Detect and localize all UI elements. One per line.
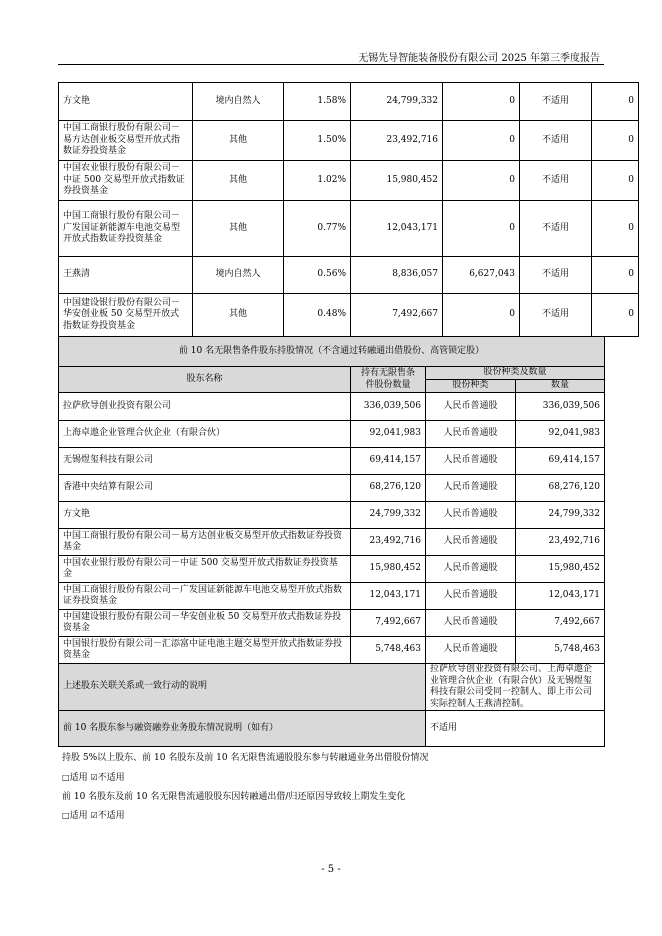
holder-limited: 0 — [443, 294, 520, 337]
holder-shares: 92,041,983 — [351, 421, 426, 448]
share-qty: 5,748,463 — [516, 637, 605, 664]
share-type: 人民币普通股 — [426, 637, 516, 664]
share-qty: 23,492,716 — [516, 529, 605, 556]
holder-limited: 6,627,043 — [443, 257, 520, 294]
table-row — [59, 294, 639, 337]
option-applicable-label: 适用 — [69, 773, 88, 783]
share-type: 人民币普通股 — [426, 475, 516, 502]
section-title-row — [59, 337, 605, 367]
note-line-1: 持股 5%以上股东、前 10 名股东及前 10 名无限售流通股股东参与转融通业务出借股份情况 — [62, 753, 429, 763]
table-row — [59, 393, 605, 421]
holder-limited: 0 — [443, 201, 520, 257]
holder-name: 中国工商银行股份有限公司－易方达创业板交易型开放式指数证券投资基金 — [59, 529, 351, 556]
top10-shareholders-table — [58, 82, 639, 337]
holder-name: 拉萨欣导创业投资有限公司 — [59, 393, 351, 421]
note-options-1 — [62, 770, 125, 783]
holder-shares: 69,414,157 — [351, 448, 426, 475]
holder-pct: 0.48% — [284, 294, 351, 337]
holder-name: 中国农业银行股份有限公司－中证 500 交易型开放式指数证券投资基金 — [59, 556, 351, 583]
col-header-shares: 持有无限售条件股份数量 — [351, 367, 426, 393]
holder-shares: 12,043,171 — [351, 201, 443, 257]
option-na-label: 不适用 — [97, 773, 125, 783]
holder-shares: 23,492,716 — [351, 529, 426, 556]
share-type: 人民币普通股 — [426, 393, 516, 421]
checkbox-empty-icon[interactable]: □ — [62, 811, 70, 820]
margin-text: 不适用 — [426, 711, 605, 747]
holder-name: 中国工商银行股份有限公司－广发国证新能源车电池交易型开放式指数证券投资基金 — [59, 201, 193, 257]
share-qty: 69,414,157 — [516, 448, 605, 475]
holder-shares: 24,799,332 — [351, 502, 426, 529]
share-qty: 336,039,506 — [516, 393, 605, 421]
holder-qty: 0 — [592, 121, 639, 161]
holder-shares: 15,980,452 — [351, 161, 443, 201]
holder-nature: 其他 — [193, 201, 284, 257]
note-options-2 — [62, 808, 125, 821]
col-header-qty: 数量 — [516, 380, 605, 393]
header-row — [59, 367, 605, 380]
col-header-name: 股东名称 — [59, 367, 351, 393]
holder-shares: 23,492,716 — [351, 121, 443, 161]
holder-qty: 0 — [592, 161, 639, 201]
holder-limited: 0 — [443, 161, 520, 201]
holder-shares: 15,980,452 — [351, 556, 426, 583]
share-type: 人民币普通股 — [426, 529, 516, 556]
section-title: 前 10 名无限售条件股东持股情况（不含通过转融通出借股份、高管锁定股） — [59, 337, 605, 367]
table-row — [59, 502, 605, 529]
table-row — [59, 556, 605, 583]
page-number: - 5 - — [321, 864, 341, 875]
holder-qty: 0 — [592, 201, 639, 257]
share-type: 人民币普通股 — [426, 556, 516, 583]
holder-limited: 0 — [443, 83, 520, 121]
share-qty: 15,980,452 — [516, 556, 605, 583]
holder-shares: 12,043,171 — [351, 583, 426, 610]
holder-pct: 1.02% — [284, 161, 351, 201]
margin-label: 前 10 名股东参与融资融券业务股东情况说明（如有） — [59, 711, 426, 747]
share-type: 人民币普通股 — [426, 583, 516, 610]
holder-name: 无锡煜玺科技有限公司 — [59, 448, 351, 475]
holder-qty: 0 — [592, 294, 639, 337]
header-rule — [58, 64, 604, 65]
holder-name: 中国工商银行股份有限公司－广发国证新能源车电池交易型开放式指数证券投资基金 — [59, 583, 351, 610]
table-row — [59, 529, 605, 556]
holder-name: 中国工商银行股份有限公司－易方达创业板交易型开放式指数证券投资基金 — [59, 121, 193, 161]
share-qty: 68,276,120 — [516, 475, 605, 502]
holder-nature: 境内自然人 — [193, 257, 284, 294]
table-row — [59, 257, 639, 294]
holder-name: 中国建设银行股份有限公司－华安创业板 50 交易型开放式指数证券投资基金 — [59, 610, 351, 637]
table-row — [59, 83, 639, 121]
holder-shares: 68,276,120 — [351, 475, 426, 502]
holder-shares: 7,492,667 — [351, 610, 426, 637]
share-qty: 7,492,667 — [516, 610, 605, 637]
holder-shares: 336,039,506 — [351, 393, 426, 421]
holder-status: 不适用 — [520, 161, 592, 201]
table-row — [59, 421, 605, 448]
share-type: 人民币普通股 — [426, 421, 516, 448]
holder-status: 不适用 — [520, 201, 592, 257]
holder-nature: 其他 — [193, 294, 284, 337]
holder-shares: 8,836,057 — [351, 257, 443, 294]
checkbox-empty-icon[interactable]: □ — [62, 773, 70, 782]
share-type: 人民币普通股 — [426, 502, 516, 529]
table-row — [59, 637, 605, 664]
holder-status: 不适用 — [520, 83, 592, 121]
table-row — [59, 583, 605, 610]
page-header: 无锡先导智能装备股份有限公司 2025 年第三季度报告 — [358, 53, 600, 64]
table-row — [59, 161, 639, 201]
holder-nature: 境内自然人 — [193, 83, 284, 121]
relation-text: 拉萨欣导创业投资有限公司、上海卓遨企业管理合伙企业（有限合伙）及无锡煜玺科技有限公司受同一控制人、即上市公司实际控制人王燕清控制。 — [426, 664, 605, 711]
holder-limited: 0 — [443, 121, 520, 161]
table-row — [59, 610, 605, 637]
note-line-2: 前 10 名股东及前 10 名无限售流通股股东因转融通出借/归还原因导致较上期发生变化 — [62, 792, 406, 802]
table-row — [59, 121, 639, 161]
share-type: 人民币普通股 — [426, 448, 516, 475]
holder-name: 中国农业银行股份有限公司－中证 500 交易型开放式指数证券投资基金 — [59, 161, 193, 201]
holder-name: 王燕清 — [59, 257, 193, 294]
table-row — [59, 475, 605, 502]
holder-name: 中国建设银行股份有限公司－华安创业板 50 交易型开放式指数证券投资基金 — [59, 294, 193, 337]
holder-name: 方文艳 — [59, 502, 351, 529]
holder-pct: 1.58% — [284, 83, 351, 121]
holder-qty: 0 — [592, 83, 639, 121]
holder-status: 不适用 — [520, 294, 592, 337]
relation-row — [59, 664, 605, 711]
share-qty: 92,041,983 — [516, 421, 605, 448]
holder-qty: 0 — [592, 257, 639, 294]
holder-name: 上海卓遨企业管理合伙企业（有限合伙） — [59, 421, 351, 448]
option-applicable-label: 适用 — [69, 811, 88, 821]
table-row — [59, 448, 605, 475]
holder-pct: 0.77% — [284, 201, 351, 257]
share-qty: 12,043,171 — [516, 583, 605, 610]
holder-shares: 7,492,667 — [351, 294, 443, 337]
col-header-type: 股份种类 — [426, 380, 516, 393]
holder-status: 不适用 — [520, 257, 592, 294]
option-na-label: 不适用 — [97, 811, 125, 821]
checkbox-checked-icon[interactable]: ☑ — [90, 773, 98, 782]
share-qty: 24,799,332 — [516, 502, 605, 529]
holder-shares: 5,748,463 — [351, 637, 426, 664]
holder-name: 中国银行股份有限公司－汇添富中证电池主题交易型开放式指数证券投资基金 — [59, 637, 351, 664]
table-row — [59, 201, 639, 257]
holder-pct: 1.50% — [284, 121, 351, 161]
holder-name: 香港中央结算有限公司 — [59, 475, 351, 502]
holder-status: 不适用 — [520, 121, 592, 161]
holder-nature: 其他 — [193, 161, 284, 201]
holder-name: 方文艳 — [59, 83, 193, 121]
checkbox-checked-icon[interactable]: ☑ — [90, 811, 98, 820]
share-type: 人民币普通股 — [426, 610, 516, 637]
relation-label: 上述股东关联关系或一致行动的说明 — [59, 664, 426, 711]
holder-pct: 0.56% — [284, 257, 351, 294]
holder-nature: 其他 — [193, 121, 284, 161]
col-header-type-group: 股份种类及数量 — [426, 367, 605, 380]
holder-shares: 24,799,332 — [351, 83, 443, 121]
margin-row — [59, 711, 605, 747]
unrestricted-shareholders-table — [58, 336, 605, 747]
